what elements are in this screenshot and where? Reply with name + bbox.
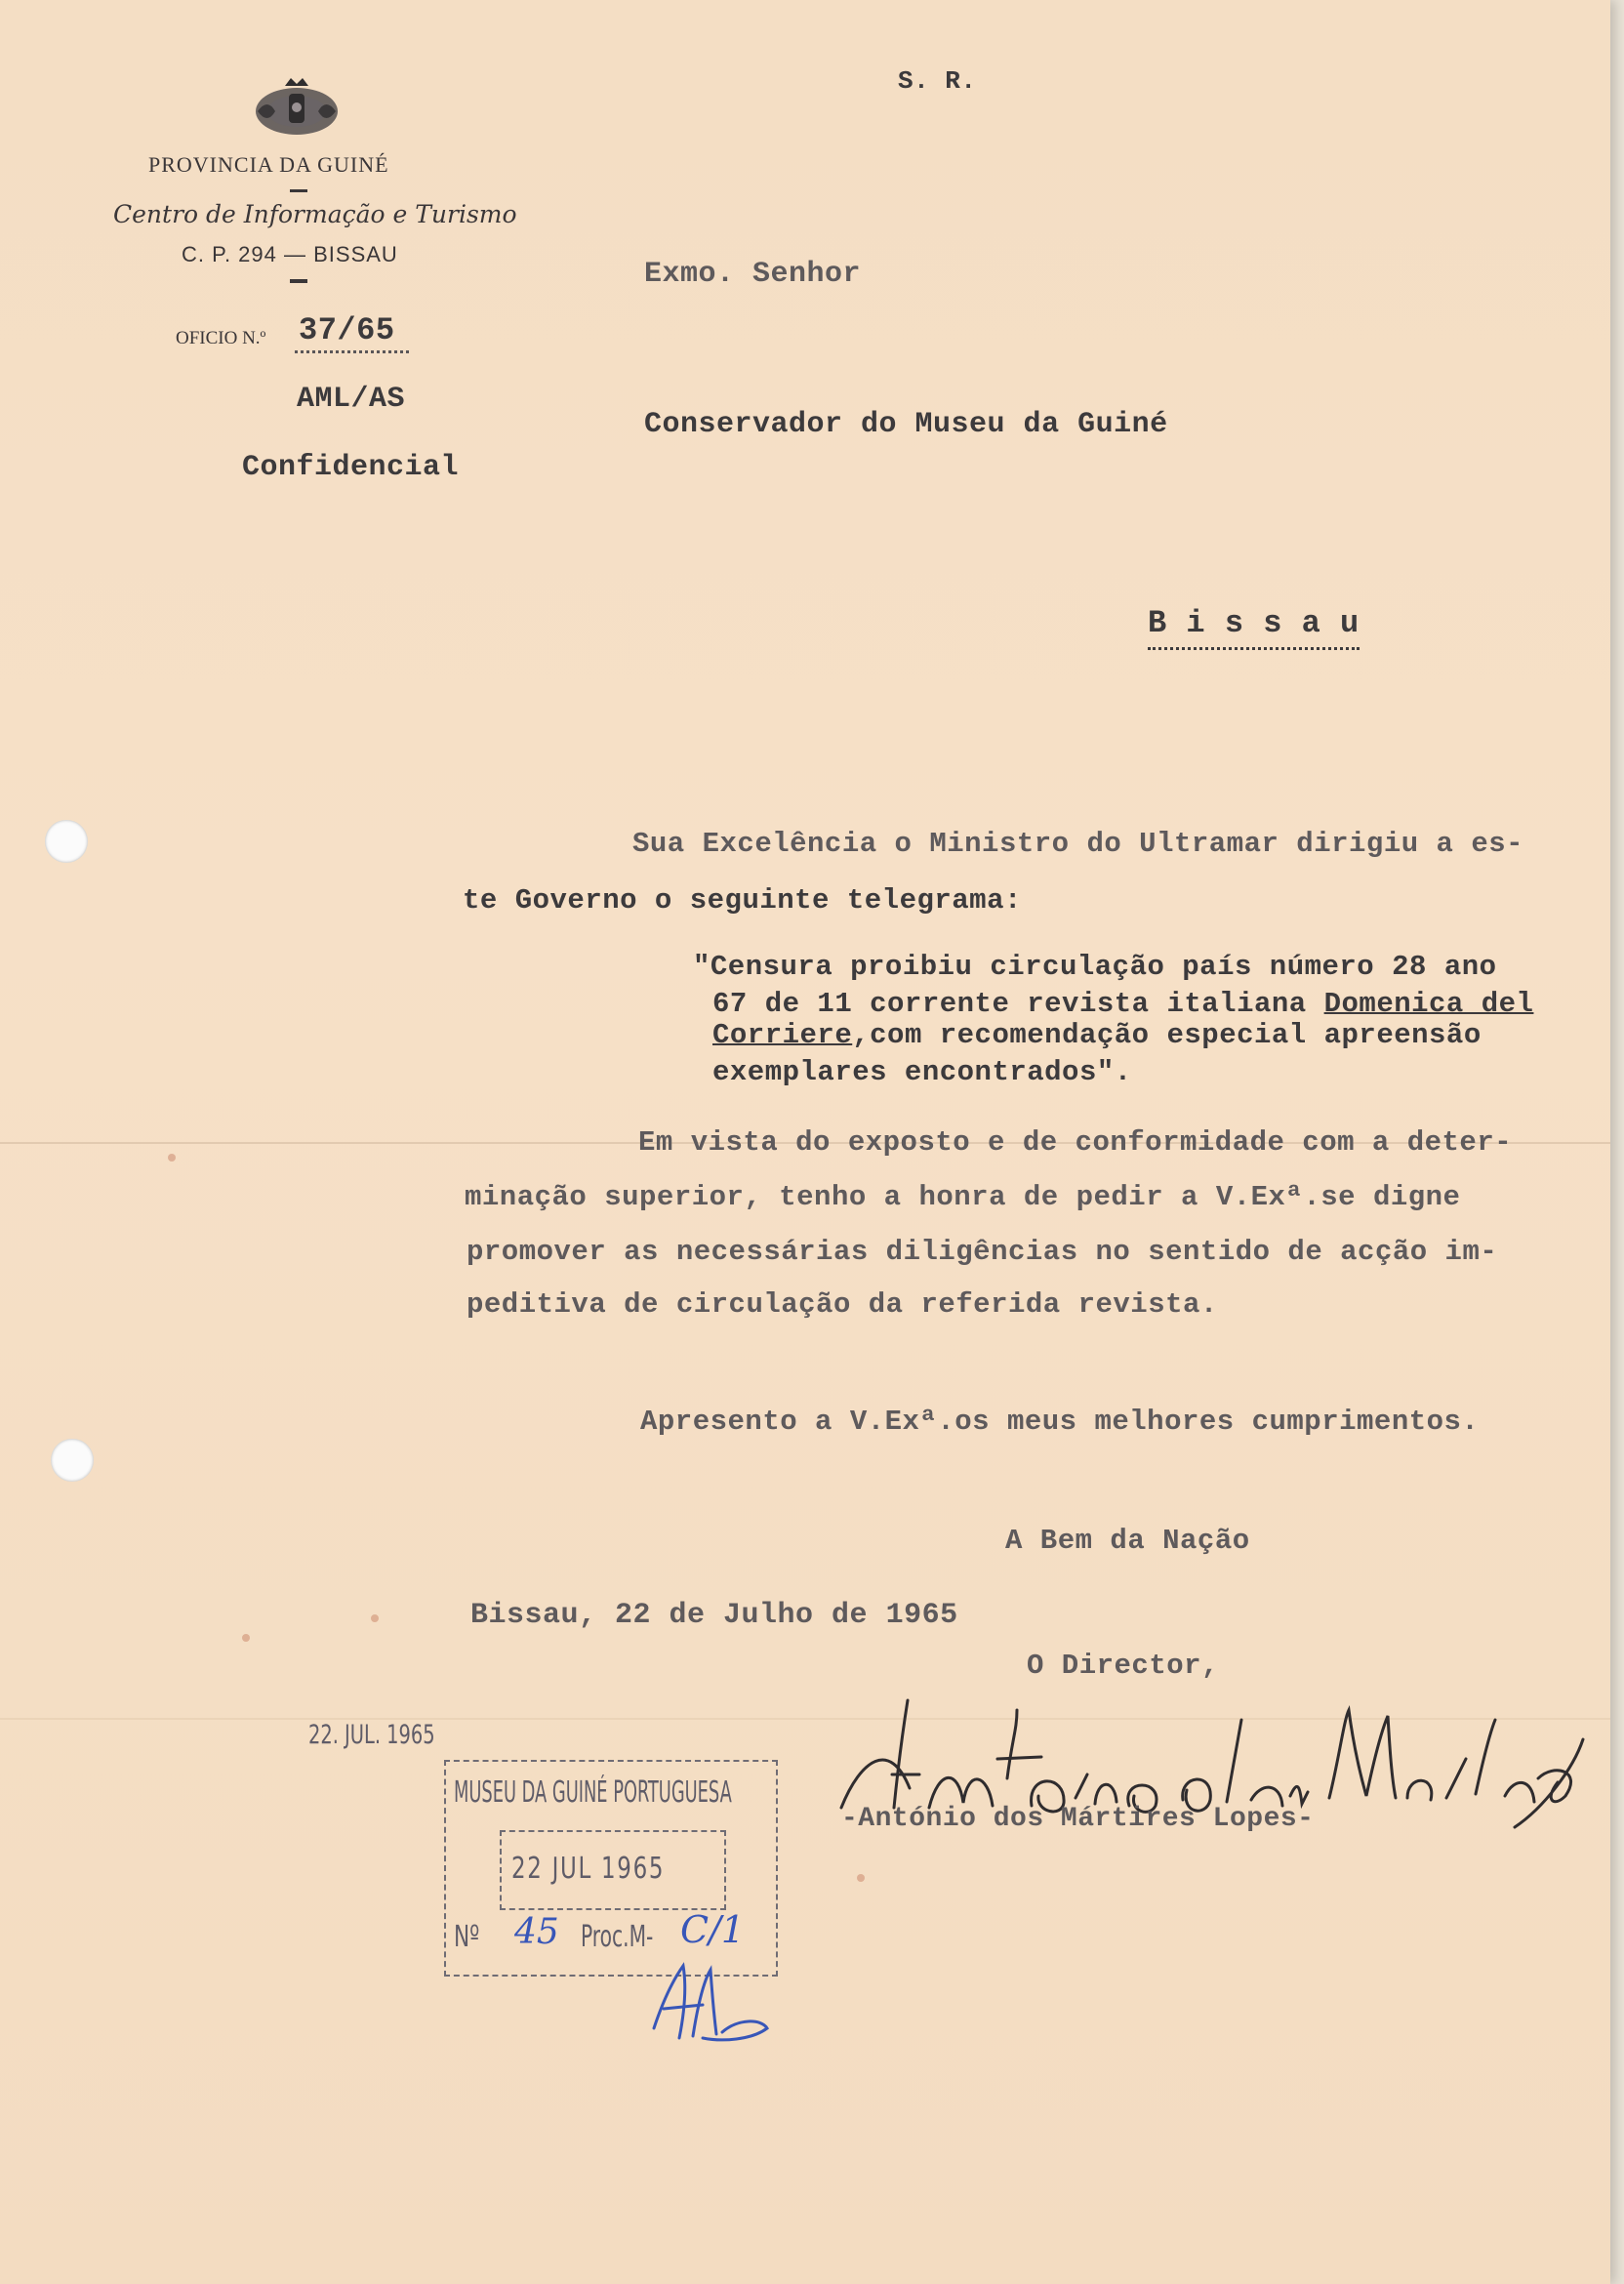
centre-name: Centro de Informação e Turismo <box>113 200 517 228</box>
museum-name: MUSEU DA GUINÉ PORTUGUESA <box>454 1775 732 1810</box>
classification: Confidencial <box>242 451 460 484</box>
oficio-number: 37/65 <box>295 312 409 353</box>
received-date: 22 JUL 1965 <box>511 1852 666 1886</box>
addressee-city: B i s s a u <box>1148 605 1360 650</box>
museum-receipt-stamp <box>444 1760 778 1977</box>
handwritten-initials <box>644 1960 771 2048</box>
quote-line: exemplares encontrados". <box>712 1056 1132 1088</box>
motto: A Bem da Nação <box>1005 1525 1250 1557</box>
oficio-label: OFICIO N.º <box>176 328 266 348</box>
process-label: Proc.M- <box>581 1920 654 1954</box>
stain <box>242 1634 250 1642</box>
number-value: 45 <box>514 1912 559 1952</box>
salutation: Exmo. Senhor <box>644 258 862 291</box>
punch-hole <box>45 820 88 863</box>
coat-of-arms-emblem <box>252 72 342 143</box>
body-line: peditiva de circulação da referida revista. <box>467 1288 1218 1321</box>
postbox-address: C. P. 294 — BISSAU <box>182 242 398 266</box>
process-value: C/1 <box>680 1908 746 1951</box>
stain <box>857 1874 865 1882</box>
punch-hole <box>51 1439 94 1482</box>
place-date: Bissau, 22 de Julho de 1965 <box>470 1599 958 1632</box>
signatory-role: O Director, <box>1027 1650 1219 1682</box>
quote-line: Corriere,com recomendação especial apreensão <box>712 1019 1482 1051</box>
number-label: Nº <box>454 1920 480 1954</box>
signatory-name: -António dos Mártires Lopes- <box>841 1804 1315 1834</box>
body-line: Em vista do exposto e de conformidade com a deter- <box>638 1126 1513 1159</box>
body-line: minação superior, tenho a honra de pedir a V.Exª.se digne <box>465 1181 1461 1213</box>
body-line: Sua Excelência o Ministro do Ultramar dirigiu a es- <box>632 828 1524 860</box>
date-stamp: 22. JUL. 1965 <box>308 1720 435 1750</box>
body-line: promover as necessárias diligências no sentido de acção im- <box>467 1236 1498 1268</box>
divider <box>290 189 307 192</box>
body-line: te Governo o seguinte telegrama: <box>463 884 1022 917</box>
province-name: PROVINCIA DA GUINÉ <box>148 152 389 177</box>
quote-line: "Censura proibiu circulação país número 28 ano <box>693 951 1497 983</box>
stain <box>168 1154 176 1162</box>
secret-mark: S. R. <box>898 66 977 96</box>
quote-line: 67 de 11 corrente revista italiana Domenica del <box>712 988 1534 1020</box>
closing-line: Apresento a V.Exª.os meus melhores cumprimentos. <box>640 1406 1480 1438</box>
divider <box>290 279 307 283</box>
addressee-title: Conservador do Museu da Guiné <box>644 408 1168 441</box>
received-date-box <box>500 1830 726 1910</box>
reference-code: AML/AS <box>297 383 406 416</box>
stain <box>371 1614 379 1622</box>
